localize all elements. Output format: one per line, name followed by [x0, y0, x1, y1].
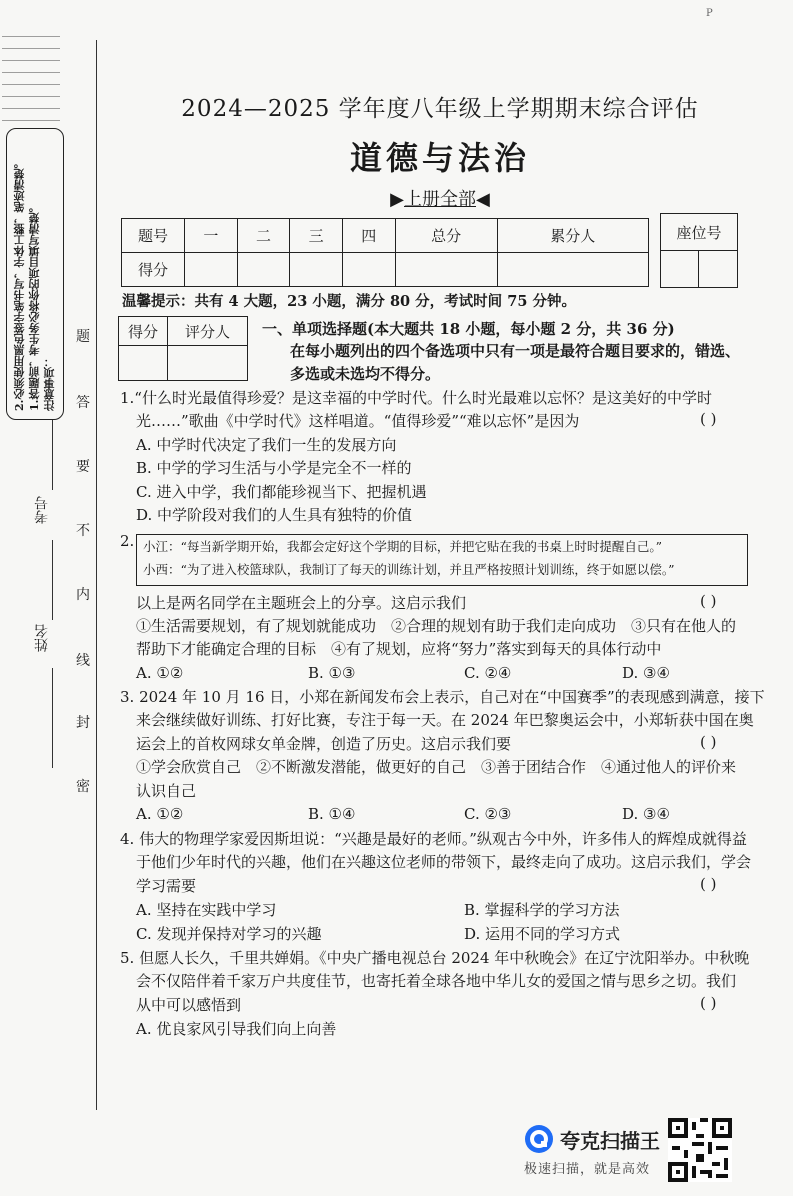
qr-code-icon — [668, 1118, 732, 1182]
q2-option-b[interactable]: B. ①③ — [308, 664, 356, 682]
name-line — [52, 668, 53, 768]
q2-option-c[interactable]: C. ②④ — [464, 664, 512, 682]
section1-instr1: 在每小题列出的四个备选项中只有一项是最符合题目要求的，错选、 — [290, 342, 741, 360]
q3-stem-2: 来会继续做好训练、打好比赛，专注于每一天。在 2024 年巴黎奥运会中，小郑斩获中国在奥 — [136, 711, 754, 729]
score-cell[interactable] — [395, 253, 497, 287]
grader-score-label: 得分 — [119, 317, 168, 346]
q1-option-a[interactable]: A. 中学时代决定了我们一生的发展方向 — [136, 436, 397, 454]
notice-box — [6, 128, 64, 420]
q2-quote-2: 小西：“为了进入校篮球队，我制订了每天的训练计划，并且严格按照计划训练，终于如愿以偿。” — [143, 562, 675, 577]
q5-option-a[interactable]: A. 优良家风引导我们向上向善 — [136, 1020, 337, 1038]
scanner-slogan: 极速扫描，就是高效 — [524, 1162, 651, 1177]
score-header-3: 三 — [290, 219, 343, 253]
q3-stem-3: 运会上的首枚网球女单金牌，创造了历史。这启示我们要 — [136, 735, 512, 753]
scanner-watermark — [524, 1124, 660, 1177]
score-cell[interactable] — [342, 253, 395, 287]
exam-no-line — [52, 420, 53, 490]
q2-option-d[interactable]: D. ③④ — [622, 664, 670, 682]
notice-line1: 1.答题前，考生务必将你的项目填写清楚。 — [28, 201, 41, 411]
q4-option-c[interactable]: C. 发现并保持对学习的兴趣 — [136, 925, 322, 943]
score-header-4: 四 — [342, 219, 395, 253]
q2-number: 2. — [120, 532, 135, 550]
q5-stem-2: 会不仅陪伴着千家万户共度佳节，也寄托着全球各地中华儿女的爱国之情与思乡之切。我们 — [136, 972, 737, 990]
q3-stem-1: 3. 2024 年 10 月 16 日，小郑在新闻发布会上表示，自己对在“中国赛季”的表现感到满意，接下 — [120, 688, 765, 706]
q2-statement-1: ①生活需要规划，有了规划就能成功 ②合理的规划有助于我们走向成功 ③只有在他人的 — [136, 617, 737, 635]
q1-stem-2: 光……”歌曲《中学时代》这样唱道。“值得珍爱”“难以忘怀”是因为 — [136, 412, 580, 430]
exam-no-label: 考号 — [34, 496, 50, 524]
cut-line — [96, 40, 97, 1110]
score-cell[interactable] — [497, 253, 648, 287]
section1-instr2: 多选或未选均不得分。 — [290, 365, 441, 383]
binding-char-3: 要 — [76, 459, 90, 475]
grader-name-label: 评分人 — [168, 317, 248, 346]
binding-char-4: 不 — [76, 523, 90, 539]
q2-answer-blank[interactable]: ( ) — [700, 592, 717, 610]
score-row-label: 得分 — [122, 253, 185, 287]
q3-option-b[interactable]: B. ①④ — [308, 805, 356, 823]
q4-stem-3: 学习需要 — [136, 877, 197, 895]
seat-label: 座位号 — [661, 214, 738, 251]
q4-answer-blank[interactable]: ( ) — [700, 875, 717, 893]
q2-stem: 以上是两名同学在主题班会上的分享。这启示我们 — [136, 594, 467, 612]
q3-statement-2: 认识自己 — [136, 782, 197, 800]
q1-answer-blank[interactable]: ( ) — [700, 410, 717, 428]
score-header-2: 二 — [237, 219, 290, 253]
score-header-total: 总分 — [395, 219, 497, 253]
exam-no-line-2 — [52, 540, 53, 620]
binding-char-5: 内 — [76, 587, 90, 603]
binding-char-6: 线 — [76, 653, 90, 669]
exam-title: 2024—2025 学年度八年级上学期期末综合评估 — [181, 96, 699, 122]
binding-char-2: 答 — [76, 395, 90, 411]
q4-option-d[interactable]: D. 运用不同的学习方式 — [464, 925, 621, 943]
q1-option-b[interactable]: B. 中学的学习生活与小学是完全不一样的 — [136, 459, 412, 477]
scanner-brand: 夸克扫描王 — [560, 1128, 660, 1153]
q3-option-d[interactable]: D. ③④ — [622, 805, 670, 823]
q4-option-a[interactable]: A. 坚持在实践中学习 — [136, 901, 277, 919]
seat-cell[interactable] — [699, 251, 738, 288]
q2-option-a[interactable]: A. ①② — [136, 664, 184, 682]
grader-name-cell[interactable] — [168, 346, 248, 381]
binding-holes — [2, 30, 60, 125]
corner-mark: P — [706, 8, 713, 19]
score-cell[interactable] — [237, 253, 290, 287]
grader-table — [118, 316, 248, 381]
binding-char-7: 封 — [76, 715, 90, 731]
binding-char-8: 密 — [76, 779, 90, 795]
scope-text: 上册全部 — [404, 189, 476, 210]
q4-stem-2: 于他们少年时代的兴趣，他们在兴趣这位老师的带领下，最终走向了成功。这启示我们，学会 — [136, 853, 752, 871]
notice-title: 注意事项： — [43, 356, 56, 411]
q3-answer-blank[interactable]: ( ) — [700, 733, 717, 751]
q5-stem-1: 5. 但愿人长久，千里共婵娟。《中央广播电视总台 2024 年中秋晚会》在辽宁沈阳举办。中秋晚 — [120, 949, 750, 967]
exam-tip: 温馨提示：共有 4 大题，23 小题，满分 80 分，考试时间 75 分钟。 — [122, 293, 576, 310]
q3-option-c[interactable]: C. ②③ — [464, 805, 512, 823]
scanner-logo-icon — [524, 1124, 554, 1154]
q4-option-b[interactable]: B. 掌握科学的学习方法 — [464, 901, 620, 919]
score-cell[interactable] — [290, 253, 343, 287]
subject-title: 道德与法治 — [349, 139, 530, 177]
notice-line2: 2.必须使用黑色签字笔书写，字体工整，笔迹清楚。 — [13, 157, 26, 411]
q4-stem-1: 4. 伟大的物理学家爱因斯坦说：“兴趣是最好的老师。”纵观古今中外，许多伟人的辉煌成就得益 — [120, 830, 747, 848]
name-label: 姓名 — [34, 624, 50, 652]
binding-margin — [0, 0, 100, 1196]
score-header-adder: 累分人 — [497, 219, 648, 253]
score-cell[interactable] — [185, 253, 238, 287]
seat-cell[interactable] — [661, 251, 699, 288]
q2-quote-1: 小江：“每当新学期开始，我都会定好这个学期的目标，并把它贴在我的书桌上时时提醒自己。” — [143, 539, 663, 554]
q1-option-c[interactable]: C. 进入中学，我们都能珍视当下、把握机遇 — [136, 483, 427, 501]
section1-title: 一、单项选择题(本大题共 18 小题，每小题 2 分，共 36 分) — [262, 320, 675, 338]
score-table — [121, 218, 649, 287]
q5-answer-blank[interactable]: ( ) — [700, 994, 717, 1012]
score-header-qno: 题号 — [122, 219, 185, 253]
binding-char-1: 题 — [76, 329, 90, 345]
score-header-1: 一 — [185, 219, 238, 253]
q2-quote-box — [136, 534, 748, 586]
q2-statement-2: 帮助下才能确定合理的目标 ④有了规划，应将“努力”落实到每天的具体行动中 — [136, 640, 662, 658]
q1-option-d[interactable]: D. 中学阶段对我们的人生具有独特的价值 — [136, 506, 413, 524]
q1-stem-1: 1.“什么时光最值得珍爱？是这幸福的中学时代。什么时光最难以忘怀？是这美好的中学时 — [120, 389, 712, 407]
q5-stem-3: 从中可以感悟到 — [136, 996, 242, 1014]
grader-score-cell[interactable] — [119, 346, 168, 381]
q3-statement-1: ①学会欣赏自己 ②不断激发潜能，做更好的自己 ③善于团结合作 ④通过他人的评价来 — [136, 758, 737, 776]
scope-subtitle: ▶上册全部◀ — [390, 189, 490, 210]
q3-option-a[interactable]: A. ①② — [136, 805, 184, 823]
seat-table — [660, 213, 738, 288]
